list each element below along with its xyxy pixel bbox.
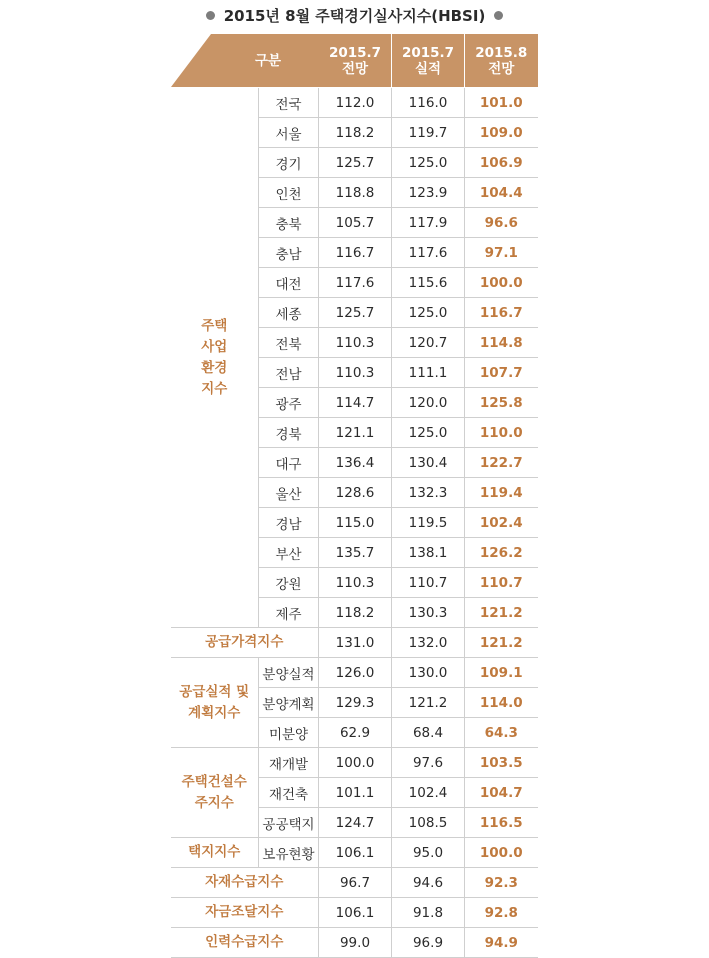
value-cell-2015-8-forecast: 121.2: [465, 598, 538, 628]
value-cell-2015-8-forecast: 92.3: [465, 868, 538, 898]
row-label: 서울: [259, 118, 319, 148]
value-cell-2015-8-forecast: 121.2: [465, 628, 538, 658]
value-cell-2015-7-forecast: 117.6: [319, 268, 392, 298]
table-row: [171, 88, 538, 118]
group-label: 주택 사업 환경 지수: [171, 88, 259, 628]
value-cell-2015-7-forecast: 118.2: [319, 118, 392, 148]
value-cell-2015-7-actual: 120.0: [392, 388, 465, 418]
row-label: 부산: [259, 538, 319, 568]
value-cell-2015-7-actual: 130.3: [392, 598, 465, 628]
value-cell-2015-8-forecast: 101.0: [465, 88, 538, 118]
value-cell-2015-8-forecast: 114.8: [465, 328, 538, 358]
header-category: 구분: [254, 52, 282, 69]
value-cell-2015-8-forecast: 103.5: [465, 748, 538, 778]
row-label: 충북: [259, 208, 319, 238]
title-text: 2015년 8월 주택경기실사지수(HBSI): [223, 6, 486, 25]
value-cell-2015-8-forecast: 64.3: [465, 718, 538, 748]
row-label: 대전: [259, 268, 319, 298]
value-cell-2015-7-forecast: 118.2: [319, 598, 392, 628]
value-cell-2015-7-actual: 138.1: [392, 538, 465, 568]
table-row: [171, 868, 538, 898]
value-cell-2015-7-forecast: 129.3: [319, 688, 392, 718]
value-cell-2015-7-actual: 132.0: [392, 628, 465, 658]
group-label: 공급실적 및 계획지수: [171, 658, 259, 748]
value-cell-2015-8-forecast: 110.7: [465, 568, 538, 598]
value-cell-2015-7-forecast: 131.0: [319, 628, 392, 658]
row-label: 분양실적: [259, 658, 319, 688]
value-cell-2015-7-forecast: 121.1: [319, 418, 392, 448]
value-cell-2015-7-forecast: 110.3: [319, 328, 392, 358]
table-row: [171, 898, 538, 928]
bullet-dot-icon: [206, 11, 215, 20]
row-label: 분양계획: [259, 688, 319, 718]
value-cell-2015-7-forecast: 125.7: [319, 148, 392, 178]
value-cell-2015-7-actual: 121.2: [392, 688, 465, 718]
value-cell-2015-8-forecast: 94.9: [465, 928, 538, 958]
value-cell-2015-7-forecast: 101.1: [319, 778, 392, 808]
header-col1: 2015.7 전망: [319, 34, 392, 88]
table-title: [0, 4, 709, 26]
group-label: 인력수급지수: [171, 928, 319, 958]
value-cell-2015-8-forecast: 122.7: [465, 448, 538, 478]
value-cell-2015-8-forecast: 96.6: [465, 208, 538, 238]
row-label: 인천: [259, 178, 319, 208]
value-cell-2015-7-forecast: 114.7: [319, 388, 392, 418]
value-cell-2015-7-actual: 97.6: [392, 748, 465, 778]
row-label: 공공택지: [259, 808, 319, 838]
group-label: 주택건설수 주지수: [171, 748, 259, 838]
value-cell-2015-8-forecast: 119.4: [465, 478, 538, 508]
header-col3: 2015.8 전망: [465, 34, 538, 88]
value-cell-2015-7-actual: 117.6: [392, 238, 465, 268]
value-cell-2015-7-forecast: 136.4: [319, 448, 392, 478]
value-cell-2015-7-forecast: 110.3: [319, 358, 392, 388]
group-label: 택지지수: [171, 838, 259, 868]
header-row: [171, 34, 538, 88]
value-cell-2015-8-forecast: 116.5: [465, 808, 538, 838]
value-cell-2015-7-forecast: 99.0: [319, 928, 392, 958]
value-cell-2015-7-actual: 119.5: [392, 508, 465, 538]
value-cell-2015-7-forecast: 124.7: [319, 808, 392, 838]
value-cell-2015-7-forecast: 62.9: [319, 718, 392, 748]
value-cell-2015-7-actual: 132.3: [392, 478, 465, 508]
row-label: 충남: [259, 238, 319, 268]
row-label: 강원: [259, 568, 319, 598]
row-label: 미분양: [259, 718, 319, 748]
table-row: [171, 628, 538, 658]
value-cell-2015-8-forecast: 104.4: [465, 178, 538, 208]
row-label: 경남: [259, 508, 319, 538]
table-row: [171, 748, 538, 778]
value-cell-2015-7-actual: 94.6: [392, 868, 465, 898]
table-body: [171, 88, 538, 958]
value-cell-2015-7-forecast: 118.8: [319, 178, 392, 208]
value-cell-2015-8-forecast: 92.8: [465, 898, 538, 928]
row-label: 울산: [259, 478, 319, 508]
group-label: 자재수급지수: [171, 868, 319, 898]
row-label: 경기: [259, 148, 319, 178]
value-cell-2015-7-actual: 68.4: [392, 718, 465, 748]
value-cell-2015-7-forecast: 126.0: [319, 658, 392, 688]
value-cell-2015-8-forecast: 126.2: [465, 538, 538, 568]
table-row: [171, 928, 538, 958]
value-cell-2015-7-actual: 91.8: [392, 898, 465, 928]
row-label: 전국: [259, 88, 319, 118]
value-cell-2015-7-forecast: 110.3: [319, 568, 392, 598]
value-cell-2015-8-forecast: 102.4: [465, 508, 538, 538]
row-label: 경북: [259, 418, 319, 448]
value-cell-2015-7-actual: 108.5: [392, 808, 465, 838]
value-cell-2015-8-forecast: 109.1: [465, 658, 538, 688]
value-cell-2015-7-actual: 115.6: [392, 268, 465, 298]
row-label: 광주: [259, 388, 319, 418]
value-cell-2015-7-actual: 123.9: [392, 178, 465, 208]
value-cell-2015-7-actual: 119.7: [392, 118, 465, 148]
row-label: 제주: [259, 598, 319, 628]
value-cell-2015-8-forecast: 116.7: [465, 298, 538, 328]
value-cell-2015-7-actual: 125.0: [392, 418, 465, 448]
row-label: 전북: [259, 328, 319, 358]
group-label: 자금조달지수: [171, 898, 319, 928]
group-label: 공급가격지수: [171, 628, 319, 658]
value-cell-2015-7-actual: 117.9: [392, 208, 465, 238]
value-cell-2015-7-forecast: 100.0: [319, 748, 392, 778]
value-cell-2015-8-forecast: 107.7: [465, 358, 538, 388]
value-cell-2015-8-forecast: 125.8: [465, 388, 538, 418]
bullet-dot-icon: [494, 11, 503, 20]
value-cell-2015-7-forecast: 96.7: [319, 868, 392, 898]
table-row: [171, 838, 538, 868]
value-cell-2015-7-forecast: 128.6: [319, 478, 392, 508]
value-cell-2015-7-actual: 96.9: [392, 928, 465, 958]
value-cell-2015-7-actual: 116.0: [392, 88, 465, 118]
table-row: [171, 658, 538, 688]
value-cell-2015-7-actual: 111.1: [392, 358, 465, 388]
value-cell-2015-7-forecast: 112.0: [319, 88, 392, 118]
value-cell-2015-7-forecast: 106.1: [319, 838, 392, 868]
value-cell-2015-8-forecast: 110.0: [465, 418, 538, 448]
value-cell-2015-8-forecast: 100.0: [465, 838, 538, 868]
value-cell-2015-7-actual: 130.4: [392, 448, 465, 478]
value-cell-2015-7-actual: 130.0: [392, 658, 465, 688]
value-cell-2015-7-forecast: 115.0: [319, 508, 392, 538]
value-cell-2015-7-actual: 125.0: [392, 298, 465, 328]
row-label: 대구: [259, 448, 319, 478]
value-cell-2015-7-forecast: 105.7: [319, 208, 392, 238]
value-cell-2015-8-forecast: 109.0: [465, 118, 538, 148]
value-cell-2015-7-actual: 125.0: [392, 148, 465, 178]
row-label: 보유현황: [259, 838, 319, 868]
value-cell-2015-7-actual: 102.4: [392, 778, 465, 808]
hbsi-table: [170, 33, 538, 958]
row-label: 재개발: [259, 748, 319, 778]
value-cell-2015-8-forecast: 104.7: [465, 778, 538, 808]
row-label: 세종: [259, 298, 319, 328]
value-cell-2015-7-forecast: 125.7: [319, 298, 392, 328]
value-cell-2015-8-forecast: 114.0: [465, 688, 538, 718]
value-cell-2015-8-forecast: 97.1: [465, 238, 538, 268]
value-cell-2015-8-forecast: 106.9: [465, 148, 538, 178]
value-cell-2015-7-actual: 95.0: [392, 838, 465, 868]
value-cell-2015-7-actual: 120.7: [392, 328, 465, 358]
row-label: 전남: [259, 358, 319, 388]
value-cell-2015-7-forecast: 106.1: [319, 898, 392, 928]
value-cell-2015-7-forecast: 116.7: [319, 238, 392, 268]
row-label: 재건축: [259, 778, 319, 808]
header-category-cell: [171, 34, 319, 88]
value-cell-2015-8-forecast: 100.0: [465, 268, 538, 298]
header-col2: 2015.7 실적: [392, 34, 465, 88]
value-cell-2015-7-actual: 110.7: [392, 568, 465, 598]
value-cell-2015-7-forecast: 135.7: [319, 538, 392, 568]
